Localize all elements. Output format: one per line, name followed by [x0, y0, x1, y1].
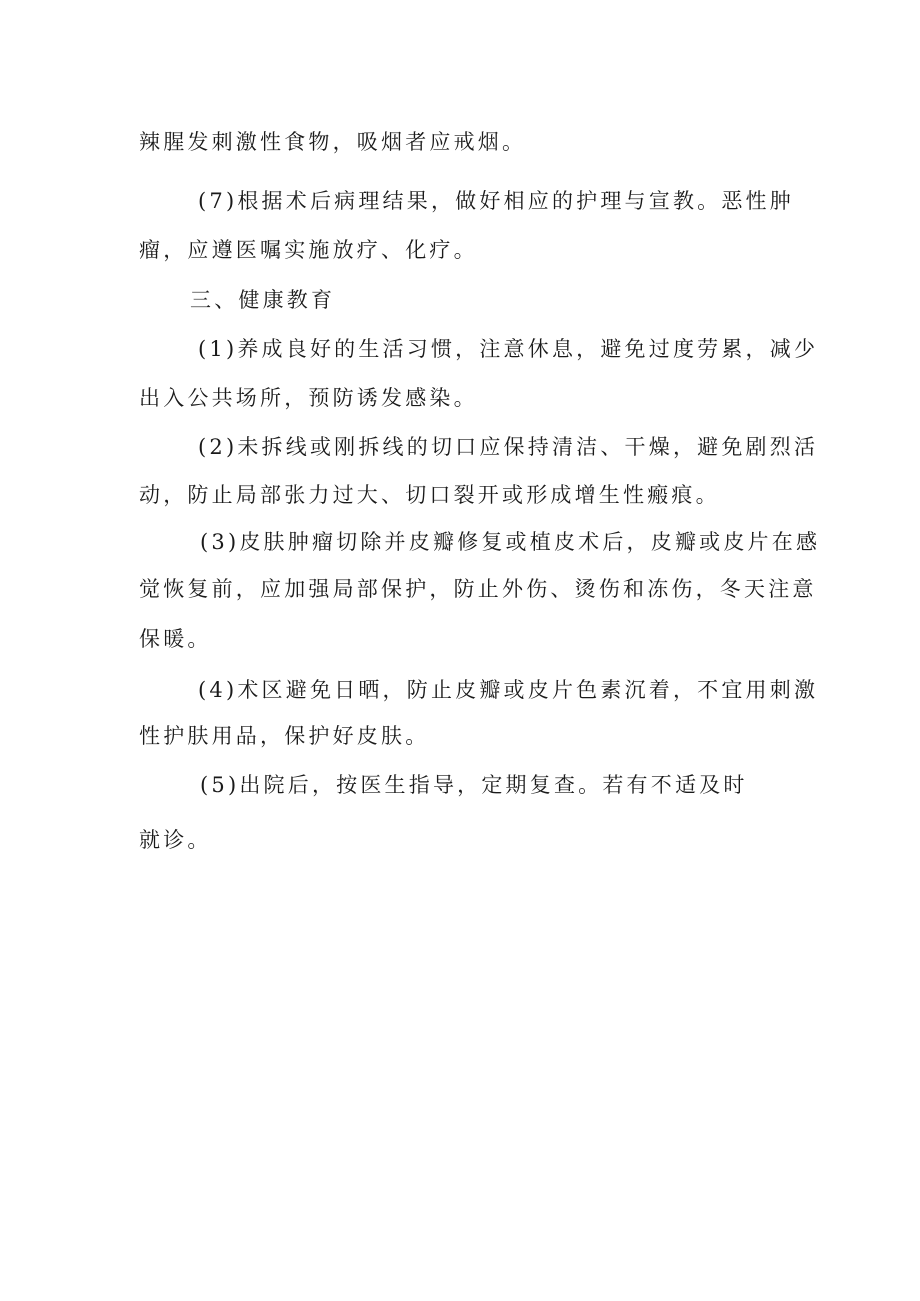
text-line: (4)术区避免日晒，防止皮瓣或皮片色素沉着，不宜用刺激 [198, 678, 819, 702]
text-line: 就诊。 [139, 828, 212, 852]
text-line: 辣腥发刺激性食物，吸烟者应戒烟。 [139, 130, 527, 154]
text-line: (5)出院后，按医生指导，定期复查。若有不适及时 [200, 773, 748, 797]
text-line: (3)皮肤肿瘤切除并皮瓣修复或植皮术后，皮瓣或皮片在感 [200, 530, 821, 554]
text-line: 出入公共场所，预防诱发感染。 [139, 386, 478, 410]
text-line: 瘤，应遵医嘱实施放疗、化疗。 [139, 238, 478, 262]
text-line: 觉恢复前，应加强局部保护，防止外伤、烫伤和冻伤，冬天注意 [139, 577, 817, 601]
section-heading: 三、健康教育 [190, 288, 336, 312]
text-line: 保暖。 [139, 627, 212, 651]
text-line: 动，防止局部张力过大、切口裂开或形成增生性瘢痕。 [139, 483, 720, 507]
text-line: (7)根据术后病理结果，做好相应的护理与宣教。恶性肿 [198, 189, 794, 213]
text-line: (2)未拆线或刚拆线的切口应保持清洁、干燥，避免剧烈活 [198, 435, 819, 459]
text-line: (1)养成良好的生活习惯，注意休息，避免过度劳累，减少 [198, 337, 819, 361]
text-line: 性护肤用品，保护好皮肤。 [139, 724, 430, 748]
